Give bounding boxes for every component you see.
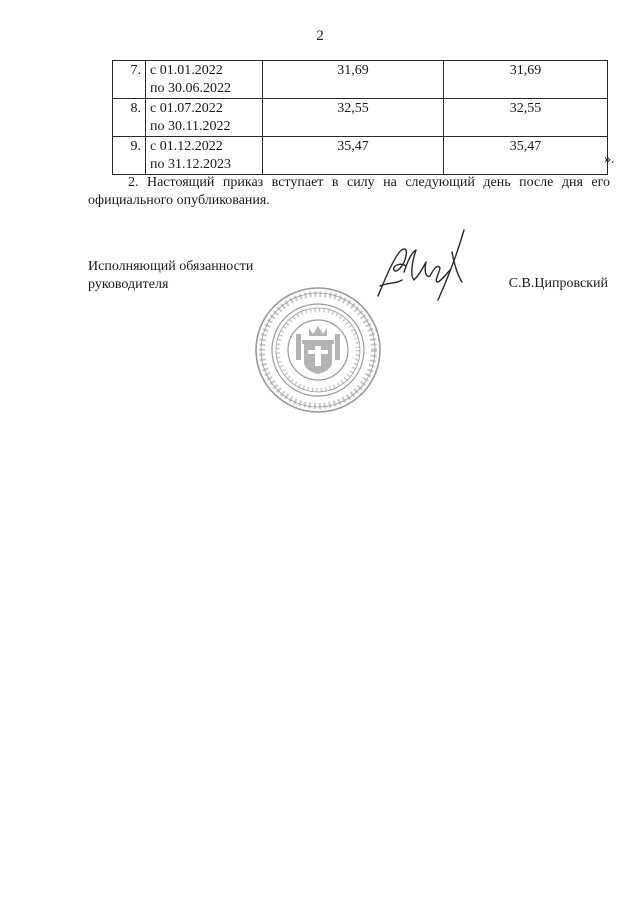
order-paragraph: 2. Настоящий приказ вступает в силу на следующий день после дня его официального опубликования. — [88, 175, 610, 208]
period-to: по 31.12.2023 — [150, 157, 231, 172]
value-cell-2: 32,55 — [444, 99, 608, 137]
table-row — [113, 61, 608, 99]
row-number: 9. — [113, 137, 146, 175]
value-cell-2: 35,47 — [444, 137, 608, 175]
period-cell — [146, 99, 263, 137]
signer-role-line: руководителя — [88, 277, 169, 292]
value-cell-1: 31,69 — [263, 61, 444, 99]
period-from: с 01.01.2022 — [150, 63, 223, 78]
page-number: 2 — [316, 28, 324, 44]
period-to: по 30.06.2022 — [150, 81, 231, 96]
value-cell-2: 31,69 — [444, 61, 608, 99]
row-number: 8. — [113, 99, 146, 137]
tariff-table — [112, 60, 608, 175]
period-to: по 30.11.2022 — [150, 119, 231, 134]
period-cell — [146, 137, 263, 175]
signer-name: С.В.Ципровский — [508, 276, 608, 291]
period-from: с 01.07.2022 — [150, 101, 223, 116]
value-cell-1: 35,47 — [263, 137, 444, 175]
value-cell-1: 32,55 — [263, 99, 444, 137]
table-row — [113, 99, 608, 137]
closing-quote: ». — [604, 152, 615, 167]
table-row — [113, 137, 608, 175]
period-from: с 01.12.2022 — [150, 139, 223, 154]
handwritten-signature-image — [368, 222, 472, 308]
row-number: 7. — [113, 61, 146, 99]
official-seal-image — [252, 284, 384, 416]
period-cell — [146, 61, 263, 99]
signer-role-line: Исполняющий обязанности — [88, 259, 254, 274]
